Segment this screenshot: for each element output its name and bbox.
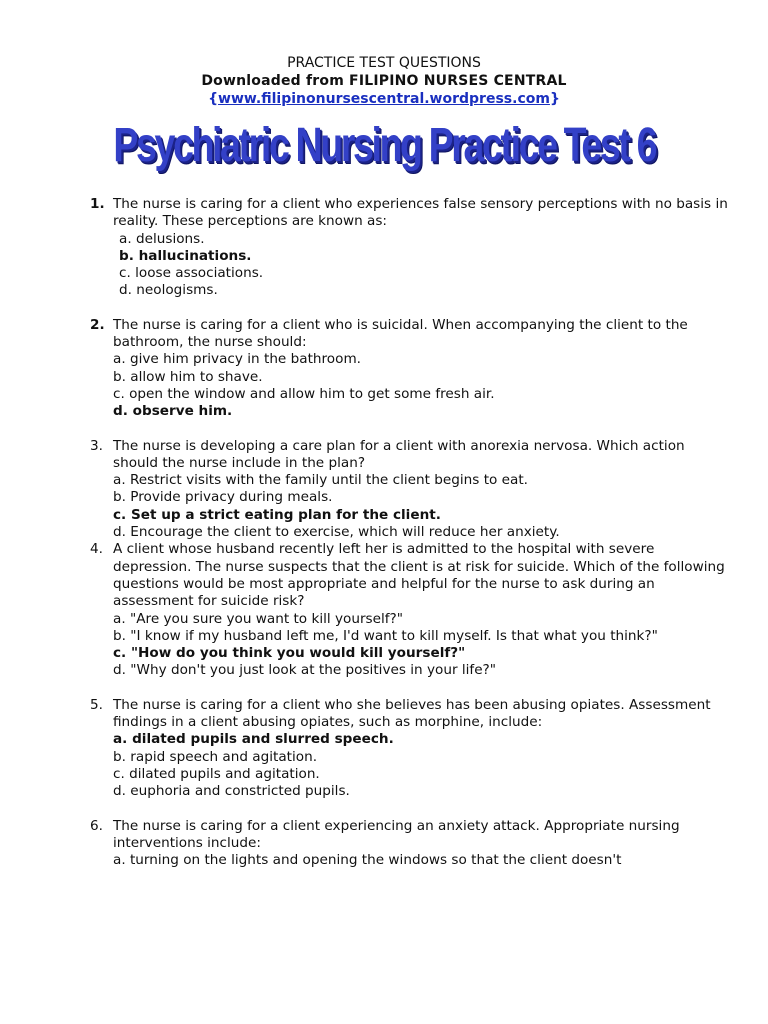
answer-option-correct: b. hallucinations. bbox=[119, 247, 252, 264]
brace-close: } bbox=[549, 91, 560, 107]
question-stem: The nurse is caring for a client who experiences false sensory perceptions with no basis in reality. These perceptions are known as: bbox=[113, 196, 728, 230]
answer-option: b. allow him to shave. bbox=[113, 368, 263, 385]
answer-option: d. Encourage the client to exercise, which will reduce her anxiety. bbox=[113, 524, 560, 541]
question-number: 2. bbox=[90, 316, 105, 333]
answer-option: a. Restrict visits with the family until the client begins to eat. bbox=[113, 472, 529, 489]
answer-option-correct: d. observe him. bbox=[113, 403, 233, 420]
question-6 bbox=[90, 818, 730, 870]
question-number: 4. bbox=[90, 541, 103, 558]
answer-option: d. euphoria and constricted pupils. bbox=[113, 783, 350, 800]
answer-option: c. loose associations. bbox=[119, 265, 264, 282]
answer-option: d. neologisms. bbox=[119, 282, 218, 299]
question-1 bbox=[90, 196, 730, 300]
question-2 bbox=[90, 317, 730, 421]
answer-option: a. delusions. bbox=[119, 230, 205, 247]
header-line-source: Downloaded from FILIPINO NURSES CENTRAL bbox=[201, 73, 567, 89]
answer-option: b. Provide privacy during meals. bbox=[113, 489, 333, 506]
answer-option: c. dilated pupils and agitation. bbox=[113, 765, 320, 782]
answer-option: b. rapid speech and agitation. bbox=[113, 748, 318, 765]
answer-option: d. "Why don't you just look at the positives in your life?" bbox=[113, 662, 497, 679]
answer-option: a. give him privacy in the bathroom. bbox=[113, 351, 362, 368]
question-number: 1. bbox=[90, 196, 105, 212]
question-number: 3. bbox=[90, 437, 103, 454]
website-link[interactable]: www.filipinonursescentral.wordpress.com bbox=[218, 91, 550, 107]
question-stem: The nurse is caring for a client who is suicidal. When accompanying the client to the bathroom, the nurse should: bbox=[113, 316, 688, 351]
answer-option-correct: c. Set up a strict eating plan for the client. bbox=[113, 506, 441, 523]
question-stem: The nurse is developing a care plan for a client with anorexia nervosa. Which action should the nurse include in the plan? bbox=[113, 437, 685, 471]
question-list bbox=[90, 196, 730, 869]
title-banner bbox=[0, 118, 768, 174]
question-stem: A client whose husband recently left her is admitted to the hospital with severe depression. The nurse suspects that the client is at risk for suicide. Which of the following questions would be most appropriate and helpful for the nurse to ask during an assessment for suicide risk? bbox=[113, 541, 725, 610]
question-stem: The nurse is caring for a client experiencing an anxiety attack. Appropriate nursing interventions include: bbox=[113, 817, 680, 851]
answer-option: b. "I know if my husband left me, I'd want to kill myself. Is that what you think?" bbox=[113, 627, 658, 644]
question-3 bbox=[90, 438, 730, 542]
answer-option-correct: a. dilated pupils and slurred speech. bbox=[113, 731, 394, 748]
question-stem: The nurse is caring for a client who she believes has been abusing opiates. Assessment findings in a client abusing opiates, such as morphine, include: bbox=[113, 696, 711, 731]
question-number: 6. bbox=[90, 817, 103, 834]
answer-option: a. "Are you sure you want to kill yourself?" bbox=[113, 610, 404, 627]
brace-open: { bbox=[208, 91, 219, 107]
question-5 bbox=[90, 697, 730, 801]
answer-option: a. turning on the lights and opening the windows so that the client doesn't bbox=[113, 852, 622, 869]
header-line-practice: PRACTICE TEST QUESTIONS bbox=[287, 55, 481, 71]
header-line-url bbox=[0, 90, 768, 108]
answer-option-correct: c. "How do you think you would kill yourself?" bbox=[113, 645, 466, 662]
document-header bbox=[0, 54, 768, 108]
document-title: Psychiatric Nursing Practice Test 6 bbox=[113, 119, 655, 172]
question-number: 5. bbox=[90, 696, 103, 713]
answer-option: c. open the window and allow him to get some fresh air. bbox=[113, 385, 495, 402]
question-4 bbox=[90, 541, 730, 679]
